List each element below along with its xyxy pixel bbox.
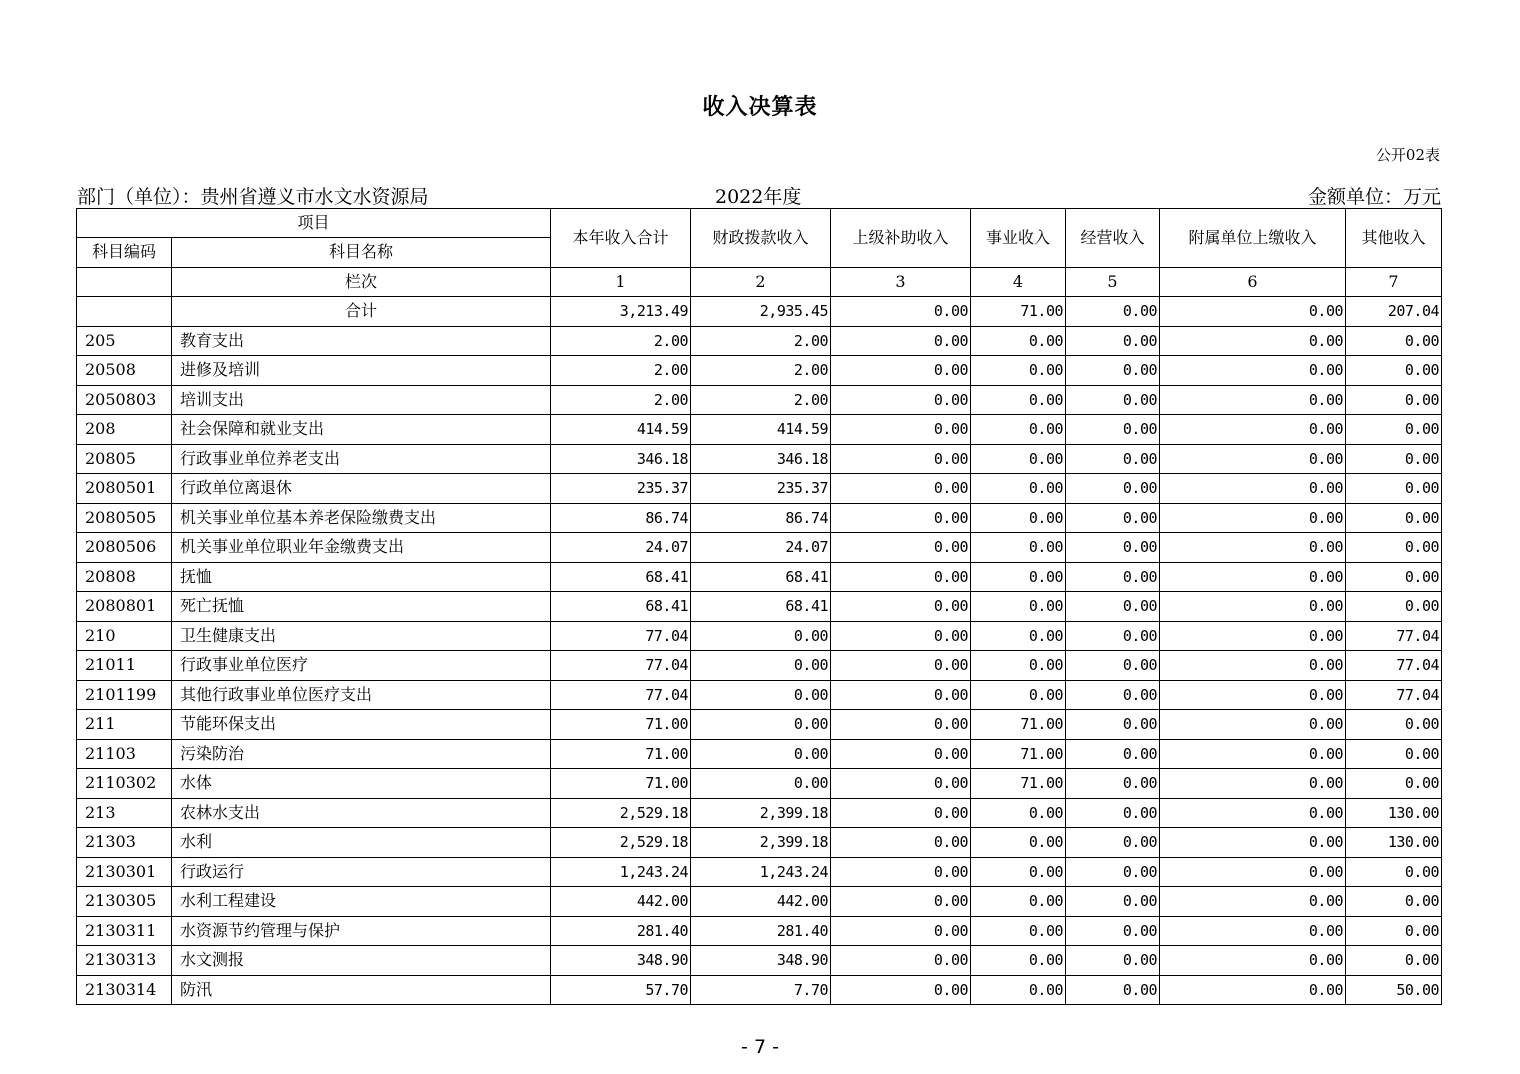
amount-cell: 0.00 (971, 857, 1066, 887)
table-row (77, 916, 1442, 946)
amount-cell: 0.00 (1346, 503, 1442, 533)
amount-cell: 130.00 (1346, 828, 1442, 858)
amount-cell: 86.74 (551, 503, 691, 533)
table-row (77, 798, 1442, 828)
amount-cell: 0.00 (1346, 356, 1442, 386)
amount-cell: 24.07 (691, 533, 831, 563)
amount-cell: 0.00 (691, 621, 831, 651)
amount-cell: 0.00 (691, 651, 831, 681)
header-col-4: 事业收入 (971, 209, 1066, 268)
amount-cell: 0.00 (971, 975, 1066, 1005)
subject-code: 2130305 (77, 887, 172, 917)
amount-cell: 0.00 (1066, 710, 1160, 740)
header-code: 科目编码 (77, 238, 172, 268)
amount-cell: 0.00 (1160, 798, 1346, 828)
amount-cell: 0.00 (1346, 385, 1442, 415)
amount-cell: 0.00 (691, 680, 831, 710)
subject-code: 2101199 (77, 680, 172, 710)
table-row (77, 415, 1442, 445)
total-label: 合计 (172, 297, 551, 327)
amount-cell: 348.90 (551, 946, 691, 976)
amount-cell: 2.00 (551, 385, 691, 415)
amount-cell: 71.00 (971, 739, 1066, 769)
total-value: 207.04 (1346, 297, 1442, 327)
amount-cell: 0.00 (1346, 562, 1442, 592)
header-name: 科目名称 (172, 238, 551, 268)
amount-cell: 0.00 (971, 621, 1066, 651)
subject-code: 210 (77, 621, 172, 651)
subject-name: 机关事业单位基本养老保险缴费支出 (172, 503, 551, 533)
table-row (77, 710, 1442, 740)
header-col-7: 其他收入 (1346, 209, 1442, 268)
amount-cell: 0.00 (971, 562, 1066, 592)
table-row (77, 769, 1442, 799)
amount-cell: 71.00 (971, 710, 1066, 740)
subject-name: 水资源节约管理与保护 (172, 916, 551, 946)
subject-code: 2130311 (77, 916, 172, 946)
amount-cell: 0.00 (1160, 621, 1346, 651)
column-number: 6 (1160, 267, 1346, 297)
amount-cell: 0.00 (1066, 326, 1160, 356)
amount-cell: 71.00 (551, 769, 691, 799)
subject-code: 20808 (77, 562, 172, 592)
amount-cell: 77.04 (551, 680, 691, 710)
amount-cell: 0.00 (971, 444, 1066, 474)
subject-name: 防汛 (172, 975, 551, 1005)
amount-cell: 0.00 (831, 975, 971, 1005)
column-number-label: 栏次 (172, 267, 551, 297)
table-row (77, 533, 1442, 563)
amount-cell: 0.00 (1160, 710, 1346, 740)
amount-cell: 0.00 (971, 326, 1066, 356)
amount-cell: 0.00 (1066, 946, 1160, 976)
table-row (77, 975, 1442, 1005)
table-row (77, 680, 1442, 710)
amount-cell: 0.00 (831, 857, 971, 887)
subject-name: 社会保障和就业支出 (172, 415, 551, 445)
amount-cell: 414.59 (551, 415, 691, 445)
amount-cell: 68.41 (551, 562, 691, 592)
subject-name: 节能环保支出 (172, 710, 551, 740)
amount-cell: 68.41 (691, 562, 831, 592)
subject-name: 卫生健康支出 (172, 621, 551, 651)
amount-cell: 0.00 (1346, 444, 1442, 474)
table-row (77, 503, 1442, 533)
amount-cell: 346.18 (691, 444, 831, 474)
amount-cell: 0.00 (1346, 474, 1442, 504)
total-value: 0.00 (831, 297, 971, 327)
amount-cell: 0.00 (1346, 533, 1442, 563)
amount-cell: 2.00 (691, 385, 831, 415)
amount-cell: 0.00 (1066, 887, 1160, 917)
income-table (76, 208, 1442, 1005)
subject-code: 2080506 (77, 533, 172, 563)
amount-cell: 0.00 (1346, 739, 1442, 769)
subject-code: 2130313 (77, 946, 172, 976)
amount-cell: 0.00 (831, 326, 971, 356)
amount-cell: 77.04 (551, 651, 691, 681)
amount-cell: 0.00 (831, 356, 971, 386)
amount-cell: 442.00 (551, 887, 691, 917)
header-col-6: 附属单位上缴收入 (1160, 209, 1346, 268)
page-title: 收入决算表 (702, 94, 818, 120)
amount-cell: 0.00 (971, 828, 1066, 858)
amount-cell: 0.00 (831, 828, 971, 858)
amount-cell: 0.00 (1160, 680, 1346, 710)
amount-cell: 0.00 (1160, 769, 1346, 799)
column-number: 5 (1066, 267, 1160, 297)
amount-cell: 0.00 (971, 356, 1066, 386)
amount-cell: 2,529.18 (551, 828, 691, 858)
subject-name: 水利工程建设 (172, 887, 551, 917)
amount-cell: 0.00 (1066, 474, 1160, 504)
amount-cell: 0.00 (1066, 828, 1160, 858)
amount-cell: 0.00 (831, 710, 971, 740)
header-col-2: 财政拨款收入 (691, 209, 831, 268)
amount-cell: 0.00 (971, 680, 1066, 710)
subject-name: 水体 (172, 769, 551, 799)
amount-cell: 0.00 (971, 798, 1066, 828)
amount-cell: 0.00 (1160, 887, 1346, 917)
amount-cell: 0.00 (1160, 916, 1346, 946)
total-value: 0.00 (1160, 297, 1346, 327)
amount-cell: 0.00 (1160, 326, 1346, 356)
table-row (77, 946, 1442, 976)
year-label: 2022年度 (715, 186, 802, 208)
amount-cell: 0.00 (1160, 651, 1346, 681)
amount-cell: 0.00 (1066, 621, 1160, 651)
header-row-1 (77, 209, 1442, 238)
amount-cell: 0.00 (971, 946, 1066, 976)
amount-cell: 0.00 (1066, 651, 1160, 681)
amount-cell: 71.00 (551, 739, 691, 769)
total-value: 71.00 (971, 297, 1066, 327)
unit-label: 金额单位：万元 (1307, 186, 1441, 208)
amount-cell: 235.37 (551, 474, 691, 504)
table-meta (77, 182, 1441, 208)
amount-cell: 0.00 (831, 385, 971, 415)
table-row (77, 887, 1442, 917)
amount-cell: 0.00 (1066, 503, 1160, 533)
amount-cell: 0.00 (1160, 739, 1346, 769)
subject-name: 抚恤 (172, 562, 551, 592)
amount-cell: 2.00 (551, 356, 691, 386)
amount-cell: 0.00 (1346, 415, 1442, 445)
amount-cell: 0.00 (831, 415, 971, 445)
table-row (77, 326, 1442, 356)
amount-cell: 0.00 (1160, 562, 1346, 592)
page-number: - 7 - (741, 1036, 779, 1058)
subject-code: 2050803 (77, 385, 172, 415)
amount-cell: 0.00 (1160, 975, 1346, 1005)
amount-cell: 0.00 (971, 385, 1066, 415)
amount-cell: 0.00 (1160, 503, 1346, 533)
amount-cell: 86.74 (691, 503, 831, 533)
amount-cell: 0.00 (971, 916, 1066, 946)
amount-cell: 24.07 (551, 533, 691, 563)
subject-code: 213 (77, 798, 172, 828)
amount-cell: 0.00 (1160, 946, 1346, 976)
amount-cell: 77.04 (551, 621, 691, 651)
amount-cell: 0.00 (1066, 916, 1160, 946)
table-row (77, 562, 1442, 592)
amount-cell: 0.00 (831, 887, 971, 917)
amount-cell: 0.00 (1160, 474, 1346, 504)
amount-cell: 0.00 (971, 474, 1066, 504)
amount-cell: 0.00 (1066, 739, 1160, 769)
header-col-3: 上级补助收入 (831, 209, 971, 268)
amount-cell: 0.00 (1160, 415, 1346, 445)
amount-cell: 2,529.18 (551, 798, 691, 828)
total-row (77, 297, 1442, 327)
amount-cell: 7.70 (691, 975, 831, 1005)
amount-cell: 0.00 (1160, 828, 1346, 858)
amount-cell: 414.59 (691, 415, 831, 445)
amount-cell: 130.00 (1346, 798, 1442, 828)
amount-cell: 0.00 (1066, 415, 1160, 445)
column-number: 4 (971, 267, 1066, 297)
subject-name: 行政单位离退休 (172, 474, 551, 504)
amount-cell: 2,399.18 (691, 828, 831, 858)
department-label: 部门（单位）：贵州省遵义市水文水资源局 (77, 186, 429, 208)
amount-cell: 0.00 (1160, 533, 1346, 563)
amount-cell: 0.00 (831, 798, 971, 828)
amount-cell: 0.00 (971, 887, 1066, 917)
amount-cell: 281.40 (691, 916, 831, 946)
amount-cell: 0.00 (1066, 385, 1160, 415)
empty-cell (77, 267, 172, 297)
amount-cell: 0.00 (831, 621, 971, 651)
amount-cell: 77.04 (1346, 651, 1442, 681)
subject-name: 培训支出 (172, 385, 551, 415)
subject-code: 2130314 (77, 975, 172, 1005)
total-value: 0.00 (1066, 297, 1160, 327)
amount-cell: 2.00 (691, 326, 831, 356)
subject-name: 农林水支出 (172, 798, 551, 828)
amount-cell: 71.00 (971, 769, 1066, 799)
amount-cell: 0.00 (1066, 533, 1160, 563)
amount-cell: 0.00 (1066, 975, 1160, 1005)
subject-code: 21011 (77, 651, 172, 681)
empty-cell (77, 297, 172, 327)
amount-cell: 0.00 (1346, 769, 1442, 799)
amount-cell: 235.37 (691, 474, 831, 504)
header-col-5: 经营收入 (1066, 209, 1160, 268)
amount-cell: 0.00 (1066, 798, 1160, 828)
amount-cell: 0.00 (1346, 916, 1442, 946)
amount-cell: 281.40 (551, 916, 691, 946)
amount-cell: 0.00 (831, 739, 971, 769)
subject-name: 行政运行 (172, 857, 551, 887)
amount-cell: 0.00 (1346, 946, 1442, 976)
amount-cell: 0.00 (971, 533, 1066, 563)
amount-cell: 0.00 (691, 769, 831, 799)
amount-cell: 2,399.18 (691, 798, 831, 828)
subject-code: 2080505 (77, 503, 172, 533)
table-row (77, 592, 1442, 622)
amount-cell: 442.00 (691, 887, 831, 917)
total-value: 3,213.49 (551, 297, 691, 327)
table-row (77, 356, 1442, 386)
column-number: 7 (1346, 267, 1442, 297)
amount-cell: 0.00 (691, 739, 831, 769)
amount-cell: 68.41 (691, 592, 831, 622)
subject-name: 教育支出 (172, 326, 551, 356)
table-row (77, 651, 1442, 681)
amount-cell: 2.00 (551, 326, 691, 356)
amount-cell: 57.70 (551, 975, 691, 1005)
amount-cell: 0.00 (1066, 857, 1160, 887)
amount-cell: 0.00 (831, 946, 971, 976)
table-row (77, 739, 1442, 769)
table-row (77, 828, 1442, 858)
amount-cell: 0.00 (1160, 385, 1346, 415)
amount-cell: 0.00 (971, 592, 1066, 622)
amount-cell: 0.00 (831, 474, 971, 504)
subject-code: 2130301 (77, 857, 172, 887)
amount-cell: 1,243.24 (551, 857, 691, 887)
amount-cell: 2.00 (691, 356, 831, 386)
subject-name: 机关事业单位职业年金缴费支出 (172, 533, 551, 563)
amount-cell: 0.00 (1346, 326, 1442, 356)
amount-cell: 0.00 (831, 533, 971, 563)
subject-code: 20508 (77, 356, 172, 386)
amount-cell: 68.41 (551, 592, 691, 622)
amount-cell: 0.00 (1346, 710, 1442, 740)
header-item: 项目 (77, 209, 551, 238)
table-row (77, 385, 1442, 415)
subject-code: 20805 (77, 444, 172, 474)
subject-name: 其他行政事业单位医疗支出 (172, 680, 551, 710)
subject-name: 进修及培训 (172, 356, 551, 386)
amount-cell: 77.04 (1346, 680, 1442, 710)
header-col-1: 本年收入合计 (551, 209, 691, 268)
amount-cell: 0.00 (831, 680, 971, 710)
amount-cell: 0.00 (831, 769, 971, 799)
amount-cell: 0.00 (1346, 592, 1442, 622)
subject-code: 208 (77, 415, 172, 445)
amount-cell: 50.00 (1346, 975, 1442, 1005)
amount-cell: 0.00 (1066, 769, 1160, 799)
amount-cell: 0.00 (1346, 857, 1442, 887)
amount-cell: 0.00 (1346, 887, 1442, 917)
amount-cell: 0.00 (691, 710, 831, 740)
table-row (77, 621, 1442, 651)
amount-cell: 0.00 (971, 503, 1066, 533)
amount-cell: 1,243.24 (691, 857, 831, 887)
amount-cell: 0.00 (831, 444, 971, 474)
subject-name: 水利 (172, 828, 551, 858)
subject-code: 2080801 (77, 592, 172, 622)
amount-cell: 77.04 (1346, 621, 1442, 651)
table-row (77, 857, 1442, 887)
amount-cell: 0.00 (831, 503, 971, 533)
subject-code: 21103 (77, 739, 172, 769)
form-number: 公开02表 (1375, 146, 1440, 164)
amount-cell: 348.90 (691, 946, 831, 976)
column-number: 1 (551, 267, 691, 297)
amount-cell: 0.00 (831, 916, 971, 946)
subject-code: 2110302 (77, 769, 172, 799)
amount-cell: 0.00 (1066, 592, 1160, 622)
amount-cell: 0.00 (831, 562, 971, 592)
subject-name: 行政事业单位医疗 (172, 651, 551, 681)
subject-name: 行政事业单位养老支出 (172, 444, 551, 474)
amount-cell: 0.00 (831, 592, 971, 622)
table-row (77, 444, 1442, 474)
amount-cell: 0.00 (971, 415, 1066, 445)
subject-code: 2080501 (77, 474, 172, 504)
subject-code: 205 (77, 326, 172, 356)
subject-code: 21303 (77, 828, 172, 858)
amount-cell: 0.00 (1160, 356, 1346, 386)
amount-cell: 0.00 (1160, 592, 1346, 622)
subject-name: 污染防治 (172, 739, 551, 769)
column-number: 2 (691, 267, 831, 297)
subject-name: 水文测报 (172, 946, 551, 976)
column-number: 3 (831, 267, 971, 297)
amount-cell: 0.00 (1066, 444, 1160, 474)
amount-cell: 71.00 (551, 710, 691, 740)
amount-cell: 0.00 (1160, 444, 1346, 474)
subject-name: 死亡抚恤 (172, 592, 551, 622)
column-number-row (77, 267, 1442, 297)
subject-code: 211 (77, 710, 172, 740)
amount-cell: 0.00 (1066, 680, 1160, 710)
amount-cell: 0.00 (1066, 562, 1160, 592)
amount-cell: 0.00 (831, 651, 971, 681)
amount-cell: 0.00 (971, 651, 1066, 681)
table-row (77, 474, 1442, 504)
amount-cell: 0.00 (1066, 356, 1160, 386)
total-value: 2,935.45 (691, 297, 831, 327)
amount-cell: 0.00 (1160, 857, 1346, 887)
amount-cell: 346.18 (551, 444, 691, 474)
